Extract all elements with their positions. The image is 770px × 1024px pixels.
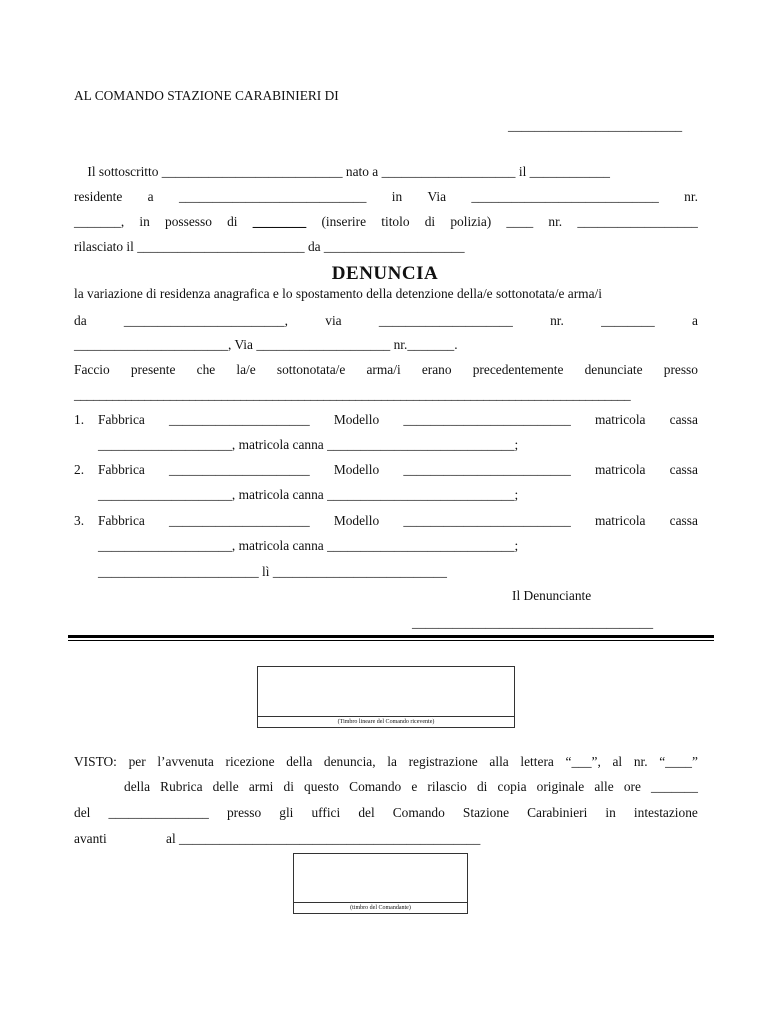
word: cassa <box>669 513 698 528</box>
word: _______________ <box>108 805 209 820</box>
word: Fabbrica <box>98 513 145 528</box>
declarant-line-2 <box>74 189 698 205</box>
word: lettera <box>520 754 554 769</box>
word: erano <box>421 362 452 377</box>
word: denunciate <box>584 362 643 377</box>
word: da <box>74 313 87 328</box>
word: via <box>325 313 342 328</box>
weapon-1-row-1 <box>98 412 698 428</box>
weapon-1-number: 1. <box>74 412 85 427</box>
word: _______, <box>74 214 125 229</box>
word: ____________________________ <box>471 189 659 204</box>
word: presso <box>663 362 698 377</box>
word: della <box>286 754 313 769</box>
weapon-3-row-1 <box>98 513 698 529</box>
word: l’avvenuta <box>157 754 214 769</box>
word: Faccio <box>74 362 110 377</box>
word: sottonotata/e <box>276 362 346 377</box>
word: Fabbrica <box>98 462 145 477</box>
place-date-line: ________________________ lì __________________________ <box>98 564 447 579</box>
document-title: DENUNCIA <box>331 263 439 284</box>
word: in <box>605 805 616 820</box>
visto-line-3 <box>74 805 698 821</box>
word: alla <box>489 754 509 769</box>
word: Stazione <box>462 805 510 820</box>
word: di <box>283 779 294 794</box>
recipient-blank: __________________________ <box>508 118 683 133</box>
word: ________ <box>252 214 307 229</box>
word: possesso <box>165 214 212 229</box>
word: la <box>387 754 397 769</box>
word: di <box>227 214 238 229</box>
word: matricola <box>594 513 646 528</box>
word: matricola <box>594 462 646 477</box>
weapon-3-row-2: ____________________, matricola canna ____________________________; <box>98 538 519 553</box>
word: registrazione <box>408 754 478 769</box>
word: al <box>612 754 623 769</box>
word: _________________________ <box>403 412 571 427</box>
word: cassa <box>669 462 698 477</box>
word: in <box>391 189 403 204</box>
word: _____________________ <box>169 462 310 477</box>
visto-line-4-prefix: avanti <box>74 831 107 846</box>
word: nr. <box>684 189 698 204</box>
body-line-1: la variazione di residenza anagrafica e lo spostamento della detenzione della/e sottonotata/e arma/i <box>74 286 602 301</box>
word: Comando <box>349 779 402 794</box>
word: ____________________________ <box>178 189 367 204</box>
word: rilascio <box>427 779 467 794</box>
word: polizia) <box>450 214 492 229</box>
word: Fabbrica <box>98 412 145 427</box>
word: intestazione <box>633 805 698 820</box>
word: copia <box>497 779 527 794</box>
word: Modello <box>333 462 380 477</box>
word: Modello <box>333 412 380 427</box>
word: ________ <box>601 313 655 328</box>
body-line-5: _______________________________________________________________________________________ <box>74 387 631 402</box>
word: _____________________ <box>169 513 310 528</box>
word: Rubrica <box>160 779 203 794</box>
word: armi <box>248 779 274 794</box>
body-line-2 <box>74 313 698 329</box>
word: “___”, <box>565 754 601 769</box>
word: denuncia, <box>323 754 376 769</box>
word: residente <box>74 189 123 204</box>
weapon-3-number: 3. <box>74 513 85 528</box>
word: “____” <box>659 754 698 769</box>
word: a <box>691 313 698 328</box>
word: (inserire <box>321 214 367 229</box>
separator-thick-rule <box>68 635 714 638</box>
word: originale <box>536 779 585 794</box>
word: _____________________ <box>169 412 310 427</box>
word: questo <box>304 779 340 794</box>
weapon-2-number: 2. <box>74 462 85 477</box>
declarant-line-4: rilasciato il _________________________ da _____________________ <box>74 239 465 254</box>
word: ____________________ <box>378 313 513 328</box>
signature-line: ____________________________________ <box>412 615 654 630</box>
separator-thin-rule <box>68 640 714 641</box>
word: per <box>128 754 146 769</box>
word: delle <box>212 779 239 794</box>
word: _______ <box>651 779 698 794</box>
commander-stamp-caption: (timbro del Comandante) <box>294 902 467 913</box>
word: precedentemente <box>472 362 564 377</box>
signature-label: Il Denunciante <box>512 588 592 603</box>
word: _________________________ <box>403 462 571 477</box>
word: della <box>124 779 151 794</box>
word: cassa <box>669 412 698 427</box>
word: Carabinieri <box>527 805 588 820</box>
word: presente <box>130 362 176 377</box>
word: nr. <box>633 754 648 769</box>
receiving-command-stamp-caption: (Timbro lineare del Comando ricevente) <box>258 716 514 727</box>
word: matricola <box>594 412 646 427</box>
word: __________________ <box>577 214 698 229</box>
word: _________________________ <box>403 513 571 528</box>
word: nr. <box>550 313 564 328</box>
word: la/e <box>236 362 256 377</box>
word: Via <box>427 189 447 204</box>
word: del <box>358 805 375 820</box>
word: e <box>411 779 418 794</box>
word: in <box>139 214 150 229</box>
word: presso <box>226 805 262 820</box>
word: nr. <box>548 214 563 229</box>
word: Modello <box>333 513 380 528</box>
word: di <box>424 214 436 229</box>
weapon-2-row-2: ____________________, matricola canna ____________________________; <box>98 487 519 502</box>
declarant-line-1: Il sottoscritto ___________________________ nato a ____________________ il ____________ <box>74 164 610 179</box>
word: ricezione <box>225 754 275 769</box>
body-line-3: _______________________, Via ____________________ nr._______. <box>74 337 458 352</box>
word: titolo <box>381 214 410 229</box>
receiving-command-stamp-box <box>257 666 515 728</box>
word: a <box>147 189 154 204</box>
word: di <box>476 779 488 794</box>
word: alle <box>594 779 614 794</box>
word: ore <box>623 779 641 794</box>
word: ________________________, <box>123 313 288 328</box>
word: VISTO: <box>74 754 117 769</box>
recipient-heading: AL COMANDO STAZIONE CARABINIERI DI <box>74 88 339 103</box>
word: Comando <box>392 805 445 820</box>
word: uffici <box>311 805 341 820</box>
word: arma/i <box>366 362 401 377</box>
body-line-4 <box>74 362 698 378</box>
visto-line-2 <box>124 779 698 795</box>
weapon-1-row-2: ____________________, matricola canna ____________________________; <box>98 437 519 452</box>
visto-line-1 <box>74 754 698 770</box>
visto-line-4-blank: al _____________________________________________ <box>166 831 481 846</box>
word: che <box>196 362 216 377</box>
declarant-line-3 <box>74 214 698 230</box>
weapon-2-row-1 <box>98 462 698 478</box>
word: del <box>74 805 91 820</box>
word: gli <box>279 805 294 820</box>
word: ____ <box>506 214 534 229</box>
commander-stamp-box <box>293 853 468 914</box>
